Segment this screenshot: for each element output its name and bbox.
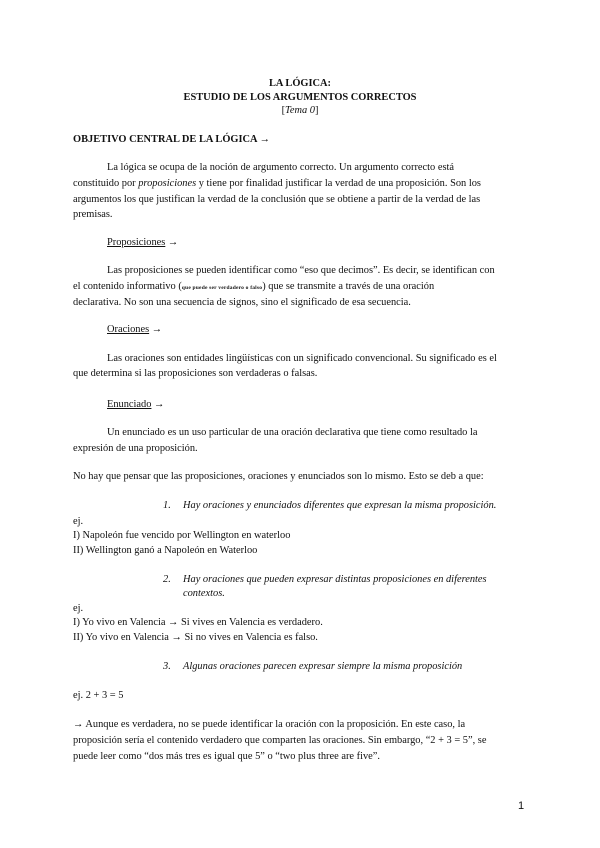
proposiciones-line-2: el contenido informativo (que puede ser verdadero o falso) que se transmite a través de una oración <box>73 281 435 292</box>
oraciones-line-2: que determina si las proposiciones son verdaderas o falsas. <box>73 368 318 379</box>
intro-line-4: premisas. <box>73 209 113 220</box>
oraciones-heading: Oraciones → <box>107 324 163 335</box>
page-number: 1 <box>518 800 525 812</box>
title-line-2: ESTUDIO DE LOS ARGUMENTOS CORRECTOS <box>183 92 417 103</box>
point-1-example-1: I) Napoleón fue vencido por Wellington en waterloo <box>73 530 291 541</box>
proposiciones-line-3: declarativa. No son una secuencia de signos, sino el significado de esa secuencia. <box>73 297 411 308</box>
point-2-number: 2. <box>163 574 171 585</box>
tema-text: Tema 0 <box>285 105 315 116</box>
point-2-example-2: II) Yo vivo en Valencia → Si no vives en Valencia es falso. <box>73 632 318 643</box>
enunciado-line-1: Un enunciado es un uso particular de una oración declarativa que tiene como resultado la <box>107 427 478 438</box>
point-1-text: Hay oraciones y enunciados diferentes que expresan la misma proposición. <box>183 500 497 511</box>
intro-line-1: La lógica se ocupa de la noción de argumento correcto. Un argumento correcto está <box>107 162 454 173</box>
point-1-ej: ej. <box>73 516 84 527</box>
point-2-text-2: contextos. <box>183 588 225 599</box>
proposiciones-heading: Proposiciones → <box>107 237 179 248</box>
point-1-example-2: II) Wellington ganó a Napoleón en Waterloo <box>73 545 258 556</box>
intro-line-3: argumentos los que justifican la verdad de la conclusión que se obtiene a partir de la verdad de las <box>73 194 481 205</box>
closing-line-1: → Aunque es verdadera, no se puede identificar la oración con la proposición. En este caso, la <box>73 719 466 730</box>
tema-label: [Tema 0] <box>281 105 319 116</box>
point-3-example: ej. 2 + 3 = 5 <box>73 690 124 701</box>
point-2-example-1: I) Yo vivo en Valencia → Si vives en Valencia es verdadero. <box>73 617 323 628</box>
enunciado-heading: Enunciado → <box>107 399 165 410</box>
title-line-1: LA LÓGICA: <box>268 78 332 89</box>
point-2-ej: ej. <box>73 603 84 614</box>
proposiciones-emph: proposiciones <box>138 178 197 189</box>
enunciado-line-2: expresión de una proposición. <box>73 443 198 454</box>
small-note: que puede ser verdadero o falso <box>181 285 263 291</box>
point-2-text-1: Hay oraciones que pueden expresar distintas proposiciones en diferentes <box>183 574 487 585</box>
point-3-number: 3. <box>163 661 171 672</box>
no-hay-paragraph: No hay que pensar que las proposiciones, oraciones y enunciados son lo mismo. Esto se deb a que: <box>73 471 484 482</box>
closing-line-3: puede leer como “dos más tres es igual que 5” o “two plus three are five”. <box>73 751 380 762</box>
closing-line-2: proposición sería el contenido verdadero que comparten las oraciones. Sin embargo, “2 + 3 = 5”, se <box>73 735 487 746</box>
oraciones-line-1: Las oraciones son entidades lingüísticas con un significado convencional. Su significado es el <box>107 353 497 364</box>
point-3-text: Algunas oraciones parecen expresar siempre la misma proposición <box>183 661 463 672</box>
intro-line-2: constituido por proposiciones y tiene por finalidad justificar la verdad de una proposición. Son los <box>73 178 481 189</box>
proposiciones-line-1: Las proposiciones se pueden identificar como “eso que decimos”. Es decir, se identifican con <box>107 265 495 276</box>
section-heading: OBJETIVO CENTRAL DE LA LÓGICA → <box>73 134 270 145</box>
point-1-number: 1. <box>163 500 171 511</box>
